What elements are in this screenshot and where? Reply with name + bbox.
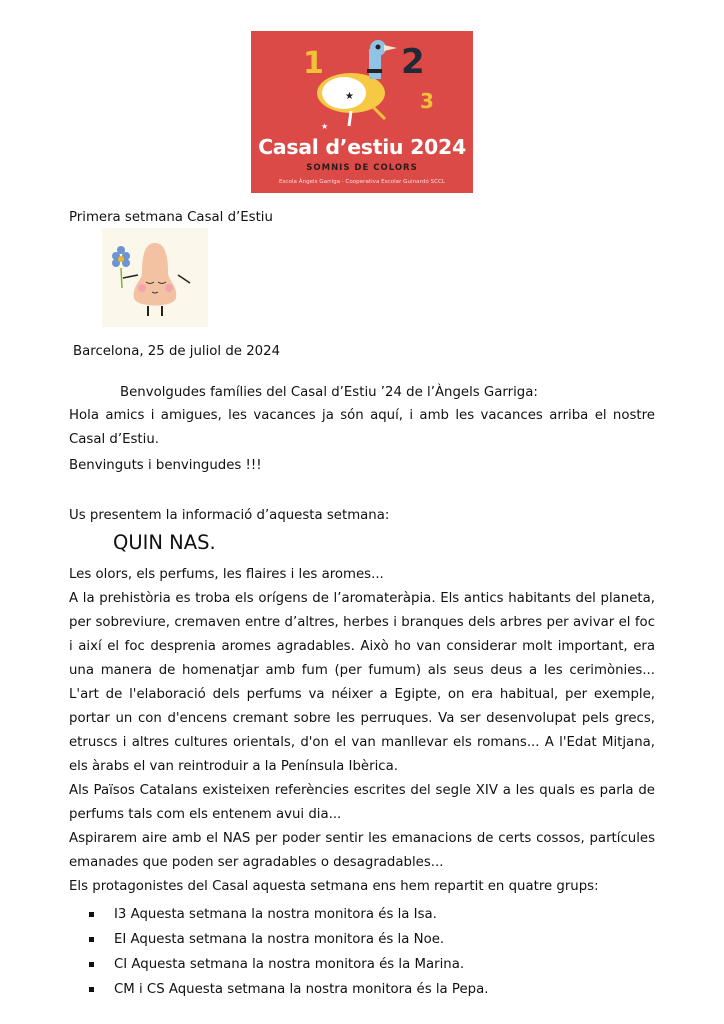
intro-paragraph: Hola amics i amigues, les vacances ja són aquí, i amb les vacances arriba el nostre Casal d’Estiu. xyxy=(69,408,655,447)
presenting-text: Us presentem la informació d’aquesta setmana: xyxy=(69,508,390,523)
logo-subtitle: SOMNIS DE COLORS xyxy=(306,163,418,173)
paragraph-groups-intro: Els protagonistes del Casal aquesta setmana ens hem repartit en quatre grups: xyxy=(69,879,599,894)
group-text: EI Aquesta setmana la nostra monitora és la Noe. xyxy=(114,932,445,947)
welcome-text: Benvinguts i benvingudes !!! xyxy=(69,458,262,473)
casal-logo xyxy=(251,31,473,193)
paragraph-intro-smells: Les olors, els perfums, les flaires i les aromes... xyxy=(69,567,384,582)
group-text: CM i CS Aquesta setmana la nostra monitora és la Pepa. xyxy=(114,982,489,997)
list-item xyxy=(69,952,488,977)
nose-character-image xyxy=(102,228,208,327)
svg-text:3: 3 xyxy=(420,89,434,113)
group-text: I3 Aquesta setmana la nostra monitora és la Isa. xyxy=(114,907,437,922)
groups-list xyxy=(69,902,488,1002)
svg-text:1: 1 xyxy=(303,46,324,81)
logo-title: Casal d’estiu 2024 xyxy=(258,135,466,159)
paragraph-history: A la prehistòria es troba els orígens de l’aromateràpia. Els antics habitants del planeta, per sobreviure, cremaven entre d’altres, herbes i branques dels arbres per avivar el foc i així el foc desprenia aromes agradables. Això ho van considerar molt important, era una manera de homenatjar amb fum (per fumum) als seus deus a les cerimònies... L'art de l'elaboració dels perfums va néixer a Egipte, on era habitual, per exemple, portar un con d'encens cremant sobre les perruques. Va ser desenvolupat pels grecs, etruscs i altres cultures orientals, d'on el van manllevar els romans... A l'Edat Mitjana, els àrabs el van reintroduir a la Península Ibèrica. xyxy=(69,591,655,774)
paragraph-catalan-countries: Als Països Catalans existeixen referències escrites del segle XIV a les quals es parla de perfums tals com els entenem avui dia... xyxy=(69,783,655,822)
week-title: Primera setmana Casal d’Estiu xyxy=(69,210,273,225)
week-theme-heading: QUIN NAS. xyxy=(113,531,216,554)
bullet-icon xyxy=(89,937,94,942)
svg-text:★: ★ xyxy=(345,91,354,102)
list-item xyxy=(69,927,488,952)
bullet-icon xyxy=(89,912,94,917)
svg-text:★: ★ xyxy=(321,122,329,131)
bullet-icon xyxy=(89,987,94,992)
paragraph-nose: Aspirarem aire amb el NAS per poder sentir les emanacions de certs cossos, partícules emanades que poden ser agradables o desagradables... xyxy=(69,831,655,870)
list-item xyxy=(69,977,488,1002)
group-text: CI Aquesta setmana la nostra monitora és la Marina. xyxy=(114,957,465,972)
letter-date: Barcelona, 25 de juliol de 2024 xyxy=(73,344,281,359)
list-item xyxy=(69,902,488,927)
bullet-icon xyxy=(89,962,94,967)
duck-illustration xyxy=(251,31,473,135)
greeting: Benvolgudes famílies del Casal d’Estiu ’24 de l’Àngels Garriga: xyxy=(120,385,538,400)
svg-text:2: 2 xyxy=(401,42,425,82)
logo-organization: Escola Àngels Garriga · Cooperativa Escolar Guinardó SCCL xyxy=(278,179,446,185)
